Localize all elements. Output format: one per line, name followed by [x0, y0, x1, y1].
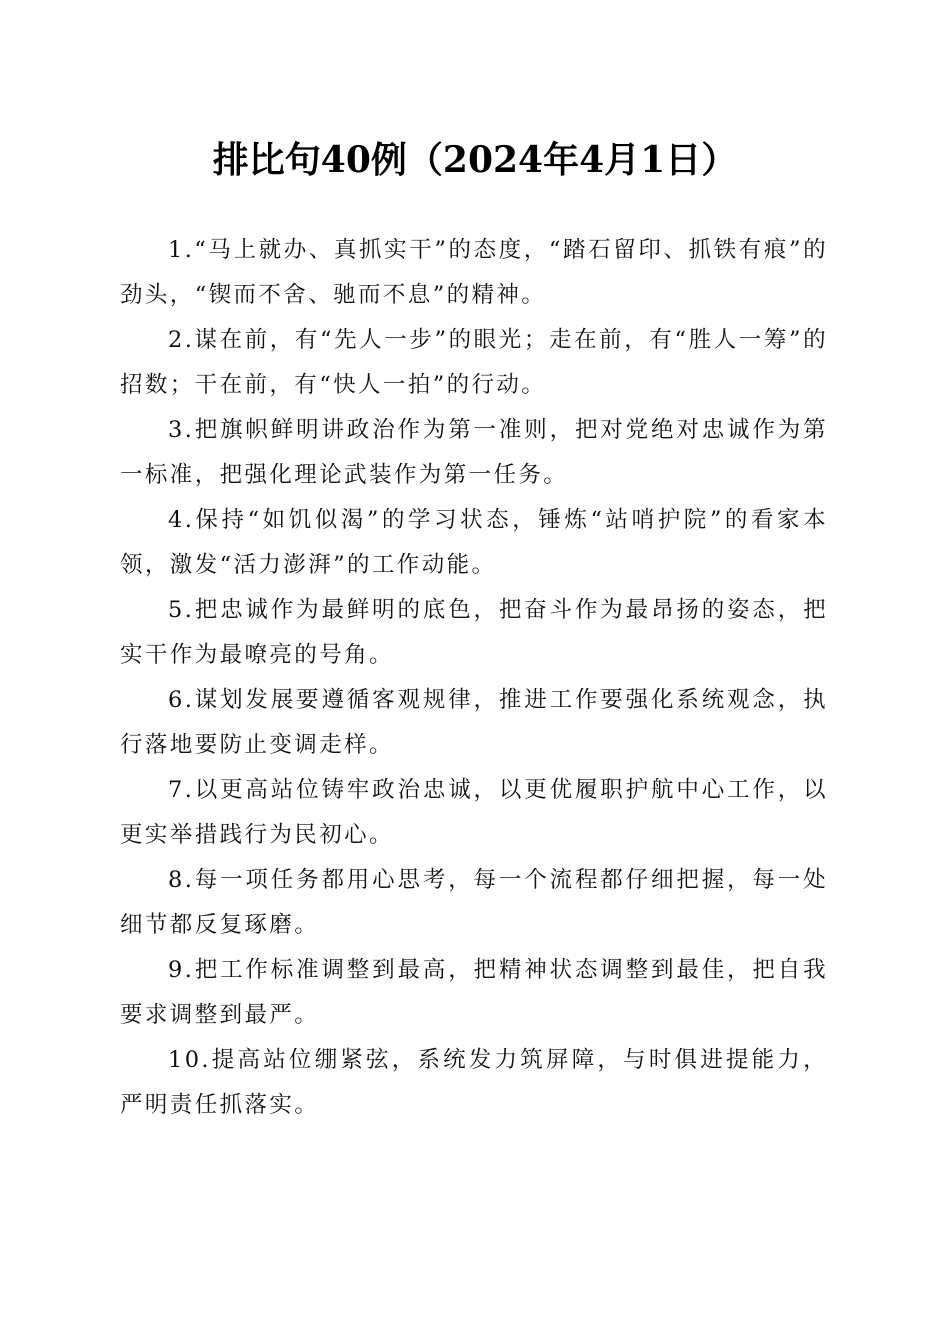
list-item: 8.每一项任务都用心思考，每一个流程都仔细把握，每一处细节都反复琢磨。: [120, 867, 828, 938]
list-item: 6.谋划发展要遵循客观规律，推进工作要强化系统观念，执行落地要防止变调走样。: [120, 687, 828, 758]
list-item: 5.把忠诚作为最鲜明的底色，把奋斗作为最昂扬的姿态，把实干作为最嘹亮的号角。: [120, 597, 828, 668]
list-item: 9.把工作标准调整到最高，把精神状态调整到最佳，把自我要求调整到最严。: [120, 957, 828, 1028]
list-item: 7.以更高站位铸牢政治忠诚，以更优履职护航中心工作，以更实举措践行为民初心。: [120, 777, 828, 848]
document-body: [120, 228, 828, 1128]
list-item: 1.“马上就办、真抓实干”的态度，“踏石留印、抓铁有痕”的劲头，“锲而不舍、驰而不息”的精神。: [120, 237, 828, 308]
list-item: 10.提高站位绷紧弦，系统发力筑屏障，与时俱进提能力，严明责任抓落实。: [120, 1047, 828, 1118]
document-title: 排比句40例（2024年4月1日）: [212, 139, 738, 181]
list-item: 2.谋在前，有“先人一步”的眼光；走在前，有“胜人一筹”的招数；干在前，有“快人一拍”的行动。: [120, 327, 828, 398]
list-item: 4.保持“如饥似渴”的学习状态，锤炼“站哨护院”的看家本领，激发“活力澎湃”的工作动能。: [120, 507, 828, 578]
list-item: 3.把旗帜鲜明讲政治作为第一准则，把对党绝对忠诚作为第一标准，把强化理论武装作为第一任务。: [120, 417, 828, 488]
